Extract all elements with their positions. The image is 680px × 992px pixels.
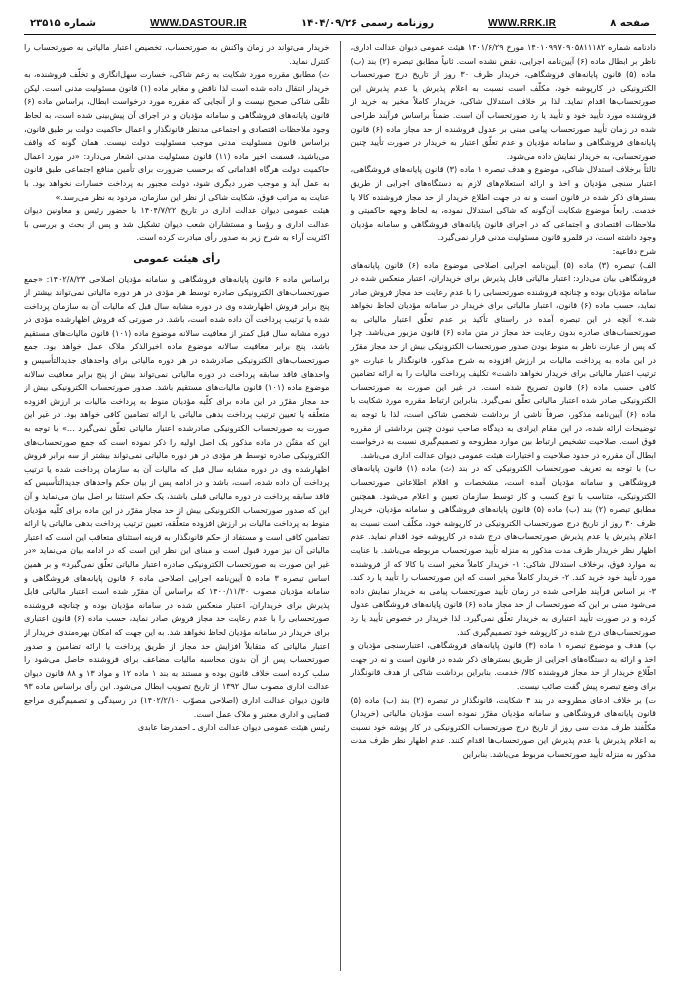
paragraph: هیئت عمومی دیوان عدالت اداری در تاریخ ۱۴۰۴/۷/۲۲ با حضور رئیس و معاونین دیوان عدالت اداری و رؤسا و مستشاران شعب دیوان تشکیل شد و پس از بحث و بررسی با اکثریت آراء به شرح زیر به صدور رأی مبادرت کرده است.: [23, 205, 330, 243]
paragraph: دادنامه شماره ۱۴۰۱۰۹۹۷۰۹۰۵۸۱۱۱۸۲ مورخ ۱۴۰۱/۶/۲۹ هیئت عمومی دیوان عدالت اداری، ناظر بر ابطال ماده (۶) آیین‌نامه اجرایی، نقض نشده است. ثانیاً مطابق تبصره (۲) بند (ب) ماده (۵) قانون پایانه‌های فروشگاهی، خریدار ظرف ۳۰ روز از تاریخ درج صورتحساب الکترونیکی در کارپوشه خود، مکلّف است نسبت به اعلام پذیرش یا عدم پذیرش این صورتحساب‌ها اقدام نماید. لذا بر خلاف استدلال شاکی، خریدار کاملاً مخیر به خرید از فروشنده مورد تأیید خود و تأیید یا رد صورتحساب آن است. ضمناً براساس فرآیند طراحی شده در زمان تأیید صورتحساب پیامی مبنی بر عدول فروشنده از حد مجاز ماده (۶) قانون پایانه‌های فروشگاهی و سامانه مؤدیان و عدم تعلّق اعتبار به خریدار در صورت تأیید چنین صورتحسابی، به خریدار نمایش داده می‌شود.: [350, 42, 656, 161]
paragraph: الف) تبصره (۳) ماده (۵) آیین‌نامه اجرایی اصلاحی موضوع ماده (۶) قانون پایانه‌های فروشگاهی بیان می‌دارد: اعتبار مالیاتی قابل پذیرش برای خریداران، اعتبار منعکس شده در سامانه مؤدیان بوده و چنانچه فروشنده صورتحسابی را با عدم رعایت حد مجاز فروش صادر نماید، حسب ماده (۶) قانون، اعتبار مالیاتی برای خریدار در سامانه مؤدیان لحاظ نخواهد شد.» آنچه در این تبصره آمده در راستای تأکید بر عدم تعلّق اعتبار مالیاتی به صورتحساب‌های صادره بدون رعایت حد مجاز در متن ماده (۶) قانون مزبور می‌باشد. چرا که پس از عبارت ناظر به منوط بودن صدور صورتحساب الکترونیکی بیش از حد مجاز مقرّر در این ماده به پرداخت مالیات بر ارزش افزوده به شرح مذکور، قانونگذار با عبارت «و ترتیب اعتبار مالیاتی برای خریدار نخواهد داشت» تکلیف پرداخت مالیات را به ارائه تضامین کافی حسب ماده (۶) قانون تصریح شده است. در غیر این صورت به صورتحساب الکترونیکی صادر شده اعتبار مالیاتی تعلّق نمی‌گیرد. بنابراین ارتباط مقرره مورد شکایت با ماده (۶) آیین‌نامه مذکور، صرفاً ناشی از برداشت شخصی شاکی است، لذا با توجه به توضیحات ارائه شده، در این مقام ایرادی به دیدگاه صاحب نبودن چنین برداشتی از مقرره فوق است. صلاحیت تشخیص ارتباط بین موارد مطروحه و تصمیم‌گیری نسبت به درخواست ابطال آن مقرره در حدود صلاحیت و اختیارات هیئت عمومی دیوان عدالت اداری می‌باشد.: [350, 259, 656, 460]
left-column: [24, 41, 330, 971]
rrk-website-link[interactable]: WWW.RRK.IR: [488, 18, 557, 29]
dastour-website-link[interactable]: WWW.DASTOUR.IR: [150, 18, 247, 29]
decision-heading: رأی هیئت عمومی: [133, 253, 221, 265]
paragraph: ت) بر خلاف ادعای مطروحه در بند ۴ شکایت، قانونگذار در تبصره (۲) بند (ب) ماده (۵) قانون پایانه‌های فروشگاهی و سامانه مؤدیان مقرّر نموده است مؤدیان مالیاتی (خریدار) مکلّفند ظرف مدت سی روز از تاریخ درج صورتحساب الکترونیکی در کار پوشه خود نسبت به اعلام پذیرش یا عدم پذیرش این صورتحساب‌ها اقدام کنند. عدم اظهار نظر ظرف مدت مذکور به منزله تأیید صورتحساب مربوط می‌باشد. بنابراین: [350, 694, 656, 759]
paragraph: ب) با توجه به تعریف صورتحساب الکترونیکی که در بند (ث) ماده (۱) قانون پایانه‌های فروشگاهی و سامانه مؤدیان آمده است، مشخصات و اقلام اطلاعاتی صورتحساب الکترونیکی، متناسب با نوع کسب و کار توسط سازمان تعیین و اعلام می‌شود. همچنین مطابق تبصره (۲) بند (ب) ماده (۵) قانون پایانه‌های فروشگاهی و سامانه مؤدیان، خریدار ظرف ۳۰ روز از تاریخ درج صورتحساب الکترونیکی در کارپوشه خود، مکلّف است نسبت به اعلام پذیرش یا عدم پذیرش صورتحساب‌های درج شده در کارپوشه خود اقدام نماید. عدم اظهار نظر خریدار ظرف مدت مذکور به منزله تأیید صورتحساب مربوطه می‌باشد. با عنایت به موارد فوق، برخلاف استدلال شاکی: ۱- خریدار کاملاً مخیر است با کالا که از فروشنده مورد تأیید خود خرید کند. ۲- خریدار کاملاً مخیر است که این صورتحساب را تأیید یا رد کند. ۳- بر اساس فرآیند طراحی شده در زمان تأیید صورتحساب پیامی به خریدار نمایش داده می‌شود مبنی بر این که صورتحساب از حد مجاز ماده (۶) قانون پایانه‌های فروشگاهی عدول کرده و در صورت تأیید اعتباری به خریدار تعلّق نمی‌گیرد. لذا خریدار در خصوص تأیید یا رد صورتحساب‌های درج شده در کارپوشه خود تصمیم‌گیری کند.: [350, 463, 656, 637]
paragraph: خریدار می‌تواند در زمان واکنش به صورتحساب، تخصیص اعتبار مالیاتی به صورتحساب را کنترل نماید.: [23, 42, 330, 66]
newspaper-date: روزنامه رسمی ۱۴۰۴/۰۹/۲۶: [301, 18, 435, 29]
signature: رئیس هیئت عمومی دیوان عدالت اداری ـ احمدرضا عابدی: [137, 722, 330, 733]
right-column: [350, 41, 656, 971]
page-header: [24, 18, 656, 35]
paragraph: پ) هدف و موضوع تبصره ۱ ماده (۳) قانون پایانه‌های فروشگاهی، اعتبارسنجی مؤدیان و اخذ و ارائه به دستگاه‌های اجرایی از طریق بسترهای ذکر شده در قانون است و نه در جهت اطّلاع خریدار از حد مجاز فروشنده کالا/ خدمت. بنابراین برداشت شاکی از هدف قانونگذار برای وضع تبصره پیش گفت صائب نیست.: [350, 640, 656, 691]
paragraph: ث) مطابق مقرره مورد شکایت به زعم شاکی، خسارت سهل‌انگاری و تخلّف فروشنده، به خریدار انتقال داده شده است لذا ناقض و مغایر ماده (۱) قانون مسئولیت مدنی است. لیکن تلقّی شاکی صحیح نیست و از آنجایی که مقرره مورد درخواست ابطال، براساس ماده (۶) قانون پایانه‌های فروشگاهی و سامانه مؤدیان و در اجرای آن پیش‌بینی شده است، به لحاظ وجود ملاحظات اقتصادی و اجتماعی مدنظر قانونگذار و اعمال حاکمیت دولت بر طبق قانون، براساس قانون مسئولیت مدنی موجب مسئولیت دولت نیست. همان گونه که واقف می‌باشید، قسمت اخیر ماده (۱۱) قانون مسئولیت مدنی اشعار می‌دارد: «در مورد اعمال حاکمیت دولت هرگاه اقداماتی که برحسب ضرورت برای تأمین منافع اجتماعی طبق قانون به عمل آید و موجب ضرر دیگری شود، دولت مجبور به پرداخت خسارات نخواهد بود. با عنایت به مراتب فوق، شکایت شاکی از نظر این سازمان، مردود به نظر می‌رسد.»: [23, 69, 330, 202]
columns: [24, 41, 656, 971]
paragraph: ثالثاً برخلاف استدلال شاکی، موضوع و هدف تبصره ۱ ماده (۳) قانون پایانه‌های فروشگاهی، اعتبار سنجی مؤدیان و اخذ و ارائه استعلام‌های لازم به دستگاه‌های اجرایی از طریق بسترهای ذکر شده در قانون است و نه در جهت اطلاع خریدار از حد مجاز فروشنده کالا یا خدمت. رابعاً موضوع شکایت آن‌گونه که شاکی استدلال نموده، به لحاظ وجهه حاکمیتی و ملاحظات اقتصادی و اجتماعی که در اجرای قانون پایانه‌های فروشگاهی و سامانه مؤدیان وجود داشته است، در قلمرو قانون مسئولیت مدنی قرار نمی‌گیرد.: [350, 164, 656, 243]
section-label: شرح دفاعیه:: [612, 245, 656, 256]
column-divider: [340, 41, 341, 971]
page-number: صفحه ۸: [610, 18, 650, 29]
decision-text: براساس ماده ۶ قانون پایانه‌های فروشگاهی و سامانه مؤدیان اصلاحی ۱۴۰۲/۸/۲۳: «جمع صورتحساب‌های الکترونیکی صادره توسط هر مؤدی در هر دوره مالیاتی نمی‌تواند بیشتر از پنج برابر فروش اظهارشده وی در دوره مشابه سال قبل که مالیات آن به سازمان پرداخت شده یا ترتیب پرداخت آن داده شده است، باشد. در صورتی که فروش اظهارشده مؤدی در دوره مشابه سال قبل کمتر از معافیت سالانه موضوع ماده (۱۰۱) قانون مالیات‌های مستقیم باشد، پنج برابر معافیت سالانه موضوع ماده اخیرالذکر ملاک عمل خواهد بود. جمع صورتحساب‌های الکترونیکی صادرشده در هر دوره مالیاتی برای واحدهای جدیدالتأسیس و واحدهای فاقد سابقه پرداخت در دوره مالیاتی نمی‌تواند بیش از پنج برابر معافیت سالانه موضوع ماده (۱۰۱) قانون مالیات‌های مستقیم باشد. صدور صورتحساب الکترونیکی بیش از حد مجاز مقرّر در این ماده برای کلّیه مؤدیان منوط به پرداخت مالیات بر ارزش افزوده متعلّقه یا تعیین ترتیب پرداخت بدهی مالیاتی یا ارائه تضامین کافی خواهد بود. در غیر این صورت به صورتحساب الکترونیکی صادرشده اعتبار مالیاتی تعلّق نمی‌گیرد ...» با توجه به این که مقنّن در ماده مذکور یک اصل اولیه را ذکر نموده است که جمع صورتحساب‌های الکترونیکی صادره توسط هر مؤدی در هر دوره مالیاتی نمی‌تواند بیشتر از سه برابر فروش اظهارشده وی در دوره مشابه سال قبل که مالیات آن به سازمان پرداخت شده یا ترتیب پرداخت آن داده شده، است، باشد و در ادامه پس از بیان حکم واحدهای جدیدالتأسیس که فاقد سابقه پرداخت در دوره مالیاتی قبلی باشند، یک حکم استثنا بر اصل بیان می‌نماید و آن این که صدور صورتحساب الکترونیکی بیش از حد مجاز مقرّر در این ماده برای کلّیه مؤدیان منوط به پرداخت مالیات بر ارزش افزوده متعلّقه، تعیین ترتیب پرداخت بدهی مالیاتی یا ارائه تضامین کافی است و مستفاد از حکم قانونگذار به قرینه استثنای متعاقب این است که اعتبار مالیاتی آن نیز مورد قبول است و مبنای این نظر این است که در ادامه بیان می‌نماید «در غیر این صورت به صورتحساب الکترونیکی صادره اعتبار مالیاتی تعلّق نمی‌گیرد» و بر همین اساس تبصره ۳ ماده ۵ آیین‌نامه اجرایی اصلاحی ماده ۶ قانون پایانه‌های فروشگاهی و سامانه مؤدیان مصوب ۱۴۰۰/۱۱/۳۰ که براساس آن مقرّر شده است اعتبار مالیاتی قابل پذیرش برای خریداران، اعتبار منعکس شده در سامانه مؤدیان بوده و چنانچه فروشنده صورتحسابی را با عدم رعایت حد مجاز فروش صادر نماید، حسب ماده (۶) قانون اعتباری برای خریدار در سامانه مؤدیان لحاظ نخواهد شد. به این جهت که امکان بهره‌مندی خریدار از اعتبار مالیاتی که متقابلاً افزایش حد مجاز از طریق پرداخت یا ارائه تضامین و صدور صورتحساب پس از آن بدون محاسبه مالیات مضاعف برای فروشنده حاصل می‌شود را سلب کرده است خلاف قانون بوده و مستند به بند ۱ ماده ۱۲ و مواد ۱۳ و ۸۸ قانون دیوان عدالت اداری مصوب سال ۱۳۹۲ از تاریخ تصویب ابطال می‌شود. این رأی براساس ماده ۹۳ قانون دیوان عدالت اداری (اصلاحی مصوّب ۱۴۰۲/۲/۱۰) در رسیدگی و تصمیم‌گیری مراجع قضایی و اداری معتبر و ملاک عمل است.: [23, 273, 330, 719]
issue-number: شماره ۲۳۵۱۵: [30, 18, 97, 29]
